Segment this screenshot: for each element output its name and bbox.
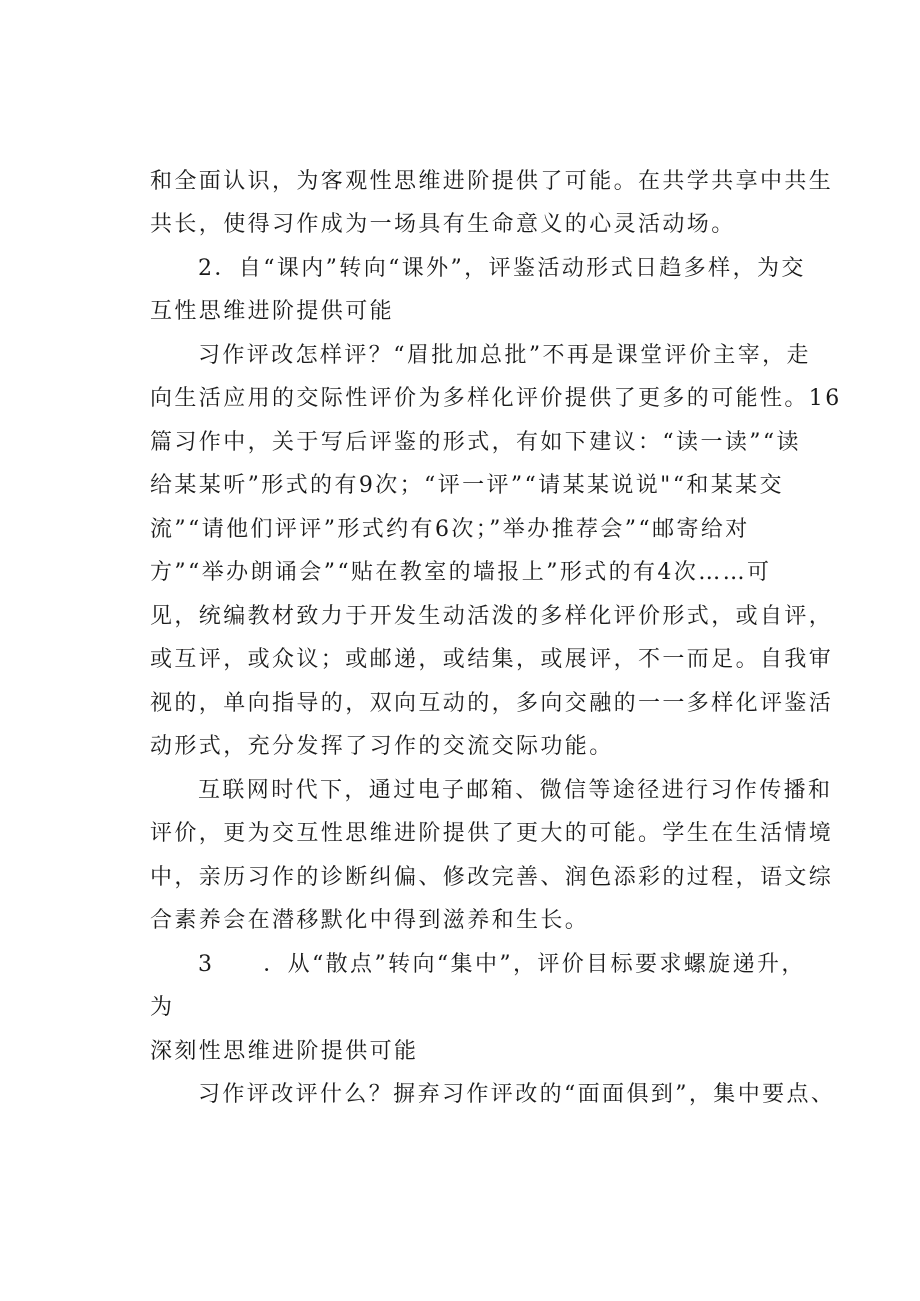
heading-3-cont: 为	[150, 995, 175, 1020]
text-line: 向生活应用的交际性评价为多样化评价提供了更多的可能性。16	[150, 386, 842, 411]
text-line: 中，亲历习作的诊断纠偏、修改完善、润色添彩的过程，语文综	[150, 865, 834, 890]
text-line: 给某某听”形式的有9次；“评一评”“请某某说说"“和某某交	[150, 473, 784, 498]
text-line: 评价，更为交互性思维进阶提供了更大的可能。学生在生活情境	[150, 821, 834, 846]
heading-2-cont: 互性思维进阶提供可能	[150, 299, 395, 324]
text-line: 合素养会在潜移默化中得到滋养和生长。	[150, 908, 590, 933]
text-line: 动形式，充分发挥了习作的交流交际功能。	[150, 734, 614, 759]
text-line: 互联网时代下，通过电子邮箱、微信等途径进行习作传播和	[198, 778, 833, 803]
heading-2: 2．自“课内”转向“课外”，评鉴活动形式日趋多样，为交	[198, 256, 806, 281]
heading-3-cont: 深刻性思维进阶提供可能	[150, 1039, 419, 1064]
text-line: 见，统编教材致力于开发生动活泼的多样化评价形式，或自评，	[150, 604, 834, 629]
text-line: 篇习作中，关于写后评鉴的形式，有如下建议：“读一读”“读	[150, 430, 801, 455]
text-line: 和全面认识，为客观性思维进阶提供了可能。在共学共享中共生	[150, 169, 834, 194]
text-line: 或互评，或众议；或邮递，或结集，或展评，不一而足。自我审	[150, 647, 834, 672]
text-line: 流”“请他们评评”形式约有6次；”举办推荐会”“邮寄给对	[150, 517, 750, 542]
text-line: 视的，单向指导的，双向互动的，多向交融的一一多样化评鉴活	[150, 691, 834, 716]
text-line: 习作评改怎样评？“眉批加总批”不再是课堂评价主宰，走	[198, 343, 811, 368]
heading-3: 3 ．从“散点”转向“集中”，评价目标要求螺旋递升，	[198, 952, 806, 977]
text-line: 方”“举办朗诵会”“贴在教室的墙报上”形式的有4次……可	[150, 560, 772, 585]
text-line: 共长，使得习作成为一场具有生命意义的心灵活动场。	[150, 212, 736, 237]
text-line: 习作评改评什么？摒弃习作评改的“面面俱到”，集中要点、	[198, 1082, 836, 1107]
